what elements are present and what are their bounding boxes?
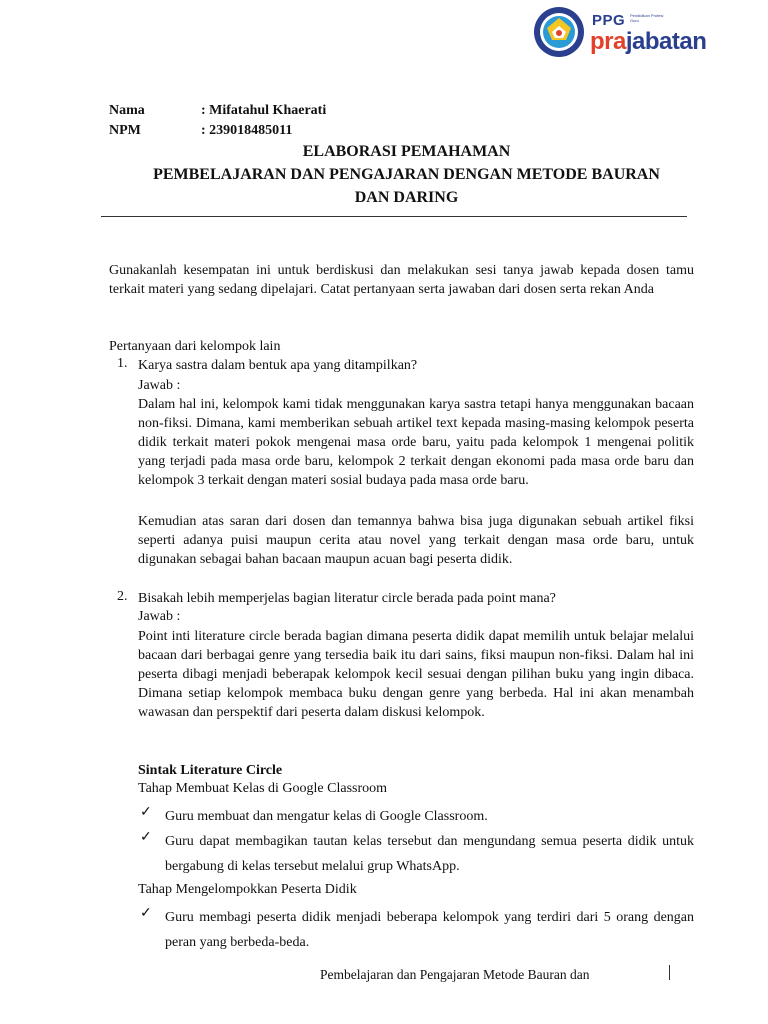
- sintak-heading: Sintak Literature Circle: [138, 763, 283, 778]
- question-2-number: 2.: [117, 589, 128, 604]
- stage-2-item-1: Guru membagi peserta didik menjadi beberapa kelompok yang terdiri dari 5 orang dengan peran yang berbeda-beda.: [165, 910, 694, 950]
- question-1-answer-label: Jawab :: [138, 378, 181, 393]
- question-2-answer-label: Jawab :: [138, 609, 181, 624]
- question-1-answer-p1: Dalam hal ini, kelompok kami tidak menggunakan karya sastra tetapi hanya menggunakan bacaan non-fiksi. Dimana, kami memberikan sebuah artikel text kepada masing-masing kelompok peserta didik terkait materi pokok mengenai masa orde baru, yaitu pada kelompok 1 mengenai politik yang terjadi pada masa orde baru, kelompok 2 terkait dengan ekonomi pada masa orde baru dan kelompok 3 terkait dengan materi sosial budaya pada masa orde baru.: [138, 397, 694, 488]
- tut-wuri-handayani-emblem-icon: [532, 6, 586, 58]
- ppg-text: PPG: [592, 12, 626, 29]
- title-line-3: DAN DARING: [354, 189, 459, 206]
- question-2-text: Bisakah lebih memperjelas bagian literatur circle berada pada point mana?: [138, 591, 556, 606]
- npm-value: : 239018485011: [201, 123, 293, 138]
- npm-label: NPM: [109, 123, 141, 138]
- stage-2-title: Tahap Mengelompokkan Peserta Didik: [138, 882, 357, 897]
- title-line-2: PEMBELAJARAN DAN PENGAJARAN DENGAN METODE BAURAN: [153, 166, 660, 183]
- question-1-number: 1.: [117, 356, 128, 371]
- page-footer: Pembelajaran dan Pengajaran Metode Bauran dan: [320, 967, 590, 982]
- title-divider: [101, 216, 687, 217]
- prajabatan-wordmark: prajabatan: [590, 28, 707, 55]
- check-icon: ✓: [140, 805, 152, 820]
- check-icon: ✓: [140, 906, 152, 921]
- section-heading: Pertanyaan dari kelompok lain: [109, 339, 281, 354]
- stage-1-title: Tahap Membuat Kelas di Google Classroom: [138, 781, 388, 796]
- intro-paragraph: Gunakanlah kesempatan ini untuk berdiskusi dan melakukan sesi tanya jawab kepada dosen tamu terkait materi yang sedang dipelajari. Catat pertanyaan serta jawaban dari dosen serta rekan Anda: [109, 263, 694, 297]
- question-2-answer-p1: Point inti literature circle berada bagian dimana peserta didik dapat memilih untuk belajar melalui bacaan dari berbagai genre yang tersedia baik itu dari sains, fiksi maupun non-fiksi. Dalam hal ini peserta dibagi menjadi beberapak kelompok kecil sesuai dengan pilihan buku yang ingin dibaca. Dimana setiap kelompok membaca buku dengan genre yang berbeda. Hal ini akan menambah wawasan dan perspektif dari peserta dalam diskusi kelompok.: [138, 629, 694, 720]
- footer-divider: [669, 965, 670, 980]
- stage-1-item-2: Guru dapat membagikan tautan kelas tersebut dan mengundang semua peserta didik untuk bergabung di kelas tersebut melalui grup WhatsApp.: [165, 834, 694, 874]
- name-value: : Mifatahul Khaerati: [201, 103, 327, 118]
- npm-row: [109, 123, 292, 139]
- name-row: [109, 103, 326, 119]
- check-icon: ✓: [140, 830, 152, 845]
- stage-1-item-1: Guru membuat dan mengatur kelas di Google Classroom.: [165, 809, 488, 824]
- name-label: Nama: [109, 103, 145, 118]
- title-line-1: ELABORASI PEMAHAMAN: [302, 143, 511, 160]
- ppg-prajabatan-logo: [532, 6, 710, 58]
- question-1-text: Karya sastra dalam bentuk apa yang ditampilkan?: [138, 358, 418, 373]
- question-1-answer-p2: Kemudian atas saran dari dosen dan temannya bahwa bisa juga digunakan sebuah artikel fiksi seperti adanya puisi maupun cerita atau novel yang terkait dengan masa orde baru, untuk digunakan sebagai bahan bacaan maupun acuan bagi peserta didik.: [138, 514, 694, 567]
- ppg-tagline: Pendidikan Profesi Guru: [630, 13, 664, 23]
